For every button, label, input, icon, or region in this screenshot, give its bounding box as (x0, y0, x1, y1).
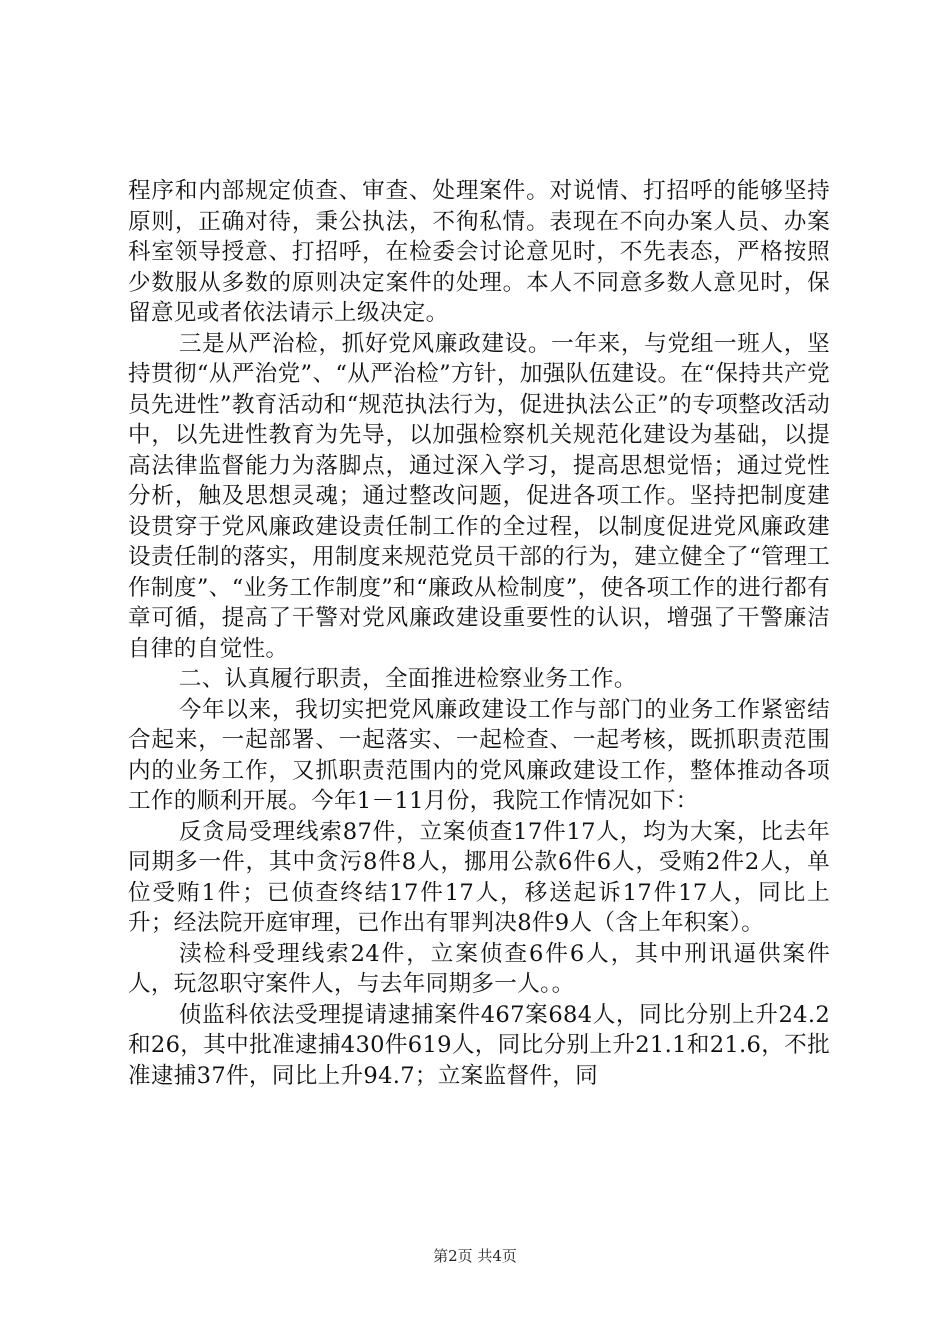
paragraph-4: 反贪局受理线索87件，立案侦查17件17人，均为大案，比去年同期多一件，其中贪污8件8人，挪用公款6件6人，受贿2件2人，单位受贿1件；已侦查终结17件17人，移送起诉17件17人，同比上升；经法院开庭审理，已作出有罪判决8件9人（含上年积案）。 (128, 818, 830, 936)
paragraph-5: 渎检科受理线索24件，立案侦查6件6人，其中刑讯逼供案件人，玩忽职守案件人，与去年同期多一人。。 (128, 940, 830, 997)
paragraph-1: 程序和内部规定侦查、审查、处理案件。对说情、打招呼的能够坚持原则，正确对待，秉公执法，不徇私情。表现在不向办案人员、办案科室领导授意、打招呼，在检委会讨论意见时，不先表态，严格按照少数服从多数的原则决定案件的处理。本人不同意多数人意见时，保留意见或者依法请示上级决定。 (128, 178, 830, 326)
paragraph-2: 三是从严治检，抓好党风廉政建设。一年来，与党组一班人，坚持贯彻“从严治党”、“从严治检”方针，加强队伍建设。在“保持共产党员先进性”教育活动和“规范执法行为，促进执法公正”的专项整改活动中，以先进性教育为先导，以加强检察机关规范化建设为基础，以提高法律监督能力为落脚点，通过深入学习，提高思想觉悟；通过党性分析，触及思想灵魂；通过整改问题，促进各项工作。坚持把制度建设贯穿于党风廉政建设责任制工作的全过程，以制度促进党风廉政建设责任制的落实，用制度来规范党员干部的行为，建立健全了“管理工作制度”、“业务工作制度”和“廉政从检制度”，使各项工作的进行都有章可循，提高了干警对党风廉政建设重要性的认识，增强了干警廉洁自律的自觉性。 (128, 330, 830, 662)
paragraph-3: 今年以来，我切实把党风廉政建设工作与部门的业务工作紧密结合起来，一起部署、一起落实、一起检查、一起考核，既抓职责范围内的业务工作，又抓职责范围内的党风廉政建设工作，整体推动各项工作的顺利开展。今年1－11月份，我院工作情况如下： (128, 696, 830, 814)
paragraph-6: 侦监科依法受理提请逮捕案件467案684人，同比分别上升24.2和26，其中批准逮捕430件619人，同比分别上升21.1和21.6，不批准逮捕37件，同比上升94.7；立案监督件，同 (128, 1001, 830, 1089)
document-body (128, 176, 830, 1091)
section-heading: 二、认真履行职责，全面推进检察业务工作。 (178, 666, 637, 692)
page-number-footer: 第2页 共4页 (433, 1247, 517, 1265)
